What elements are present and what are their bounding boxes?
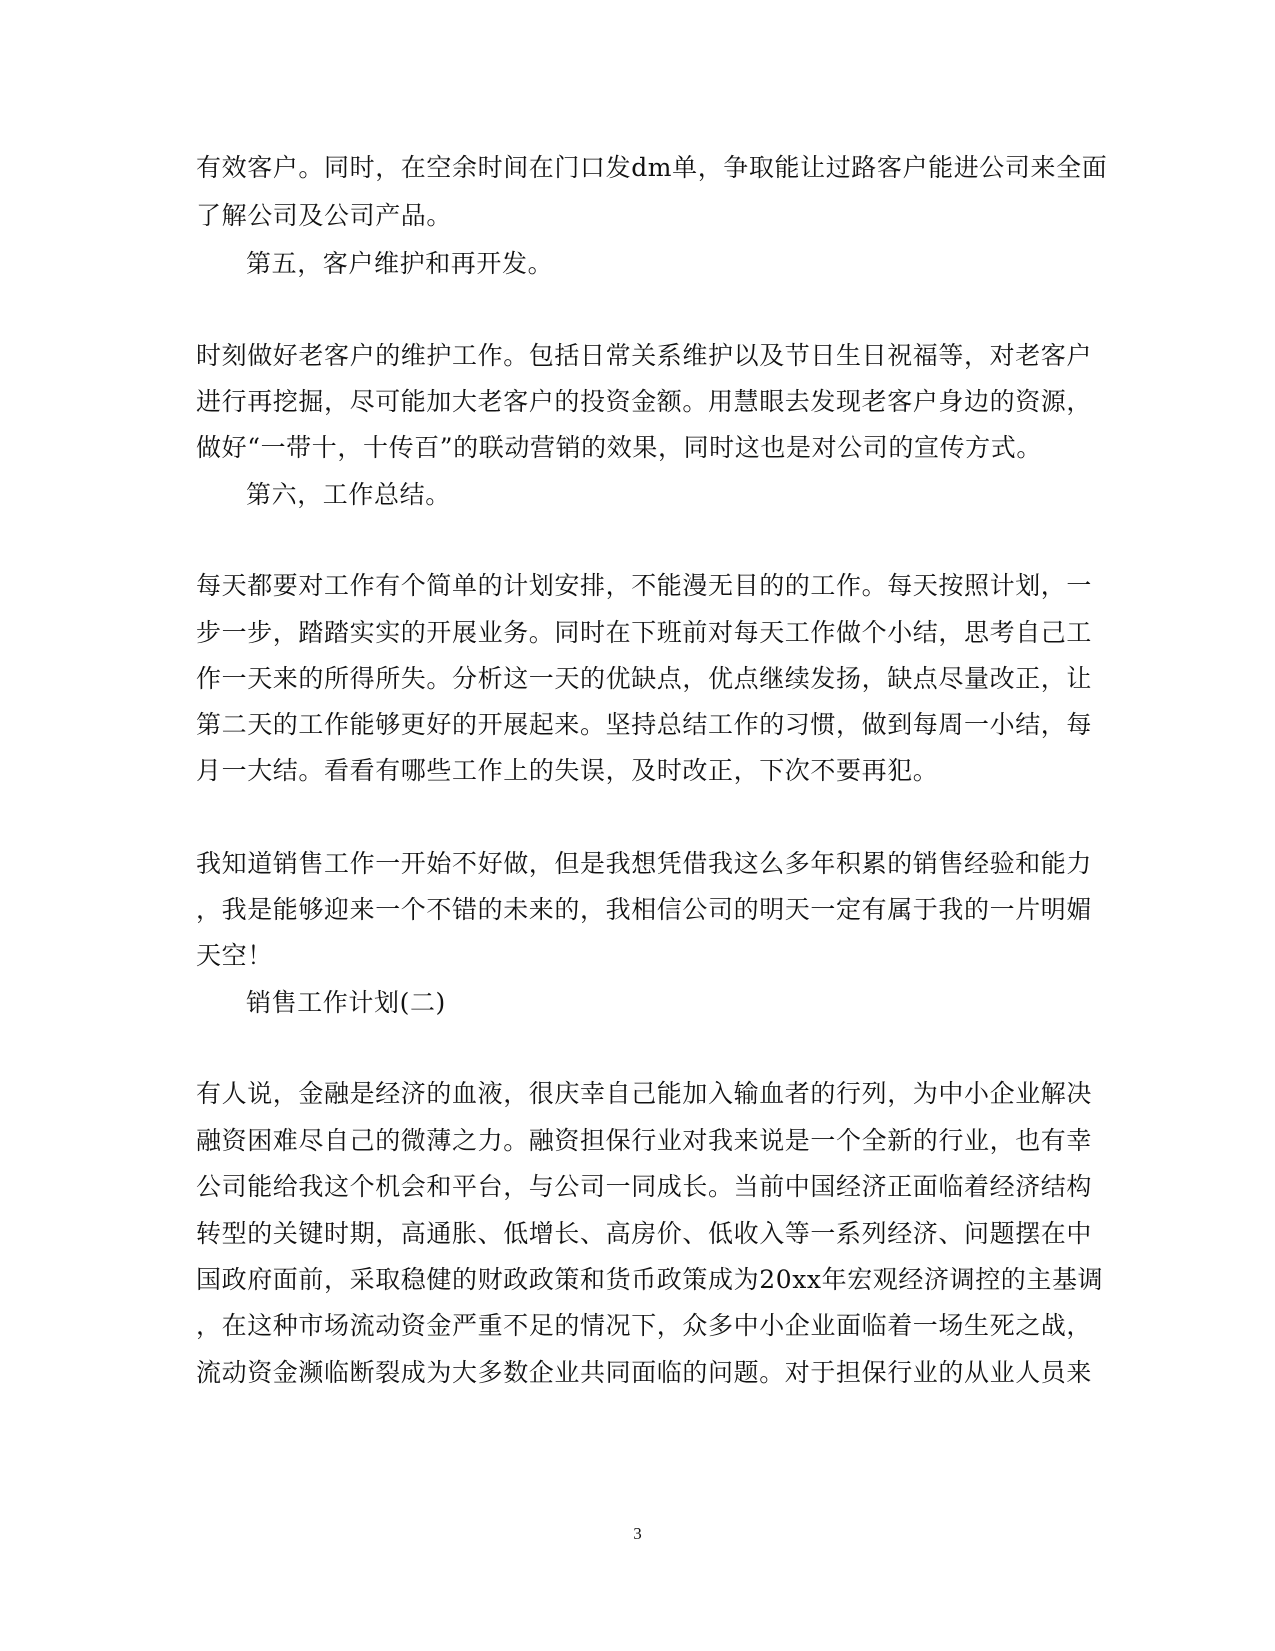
body-line: 公司能给我这个机会和平台，与公司一同成长。当前中国经济正面临着经济结构 bbox=[196, 1172, 1093, 1201]
body-line: 转型的关键时期，高通胀、低增长、高房价、低收入等一系列经济、问题摆在中 bbox=[196, 1219, 1093, 1248]
body-line: 做好“一带十，十传百”的联动营销的效果，同时这也是对公司的宣传方式。 bbox=[196, 433, 1042, 462]
section-heading: 第六，工作总结。 bbox=[246, 480, 451, 509]
body-line: 月一大结。看看有哪些工作上的失误，及时改正，下次不要再犯。 bbox=[196, 756, 939, 785]
body-line: 流动资金濒临断裂成为大多数企业共同面临的问题。对于担保行业的从业人员来 bbox=[196, 1358, 1093, 1387]
body-line: 作一天来的所得所失。分析这一天的优缺点，优点继续发扬，缺点尽量改正，让 bbox=[196, 664, 1093, 693]
section-heading: 第五，客户维护和再开发。 bbox=[246, 249, 554, 278]
body-line: ，我是能够迎来一个不错的未来的，我相信公司的明天一定有属于我的一片明媚 bbox=[196, 895, 1093, 924]
page-number: 3 bbox=[633, 1524, 642, 1543]
body-line: 时刻做好老客户的维护工作。包括日常关系维护以及节日生日祝福等，对老客户 bbox=[196, 341, 1093, 370]
body-line: 进行再挖掘，尽可能加大老客户的投资金额。用慧眼去发现老客户身边的资源， bbox=[196, 387, 1093, 416]
body-line: 融资困难尽自己的微薄之力。融资担保行业对我来说是一个全新的行业，也有幸 bbox=[196, 1126, 1093, 1155]
body-line: 国政府面前，采取稳健的财政政策和货币政策成为20xx年宏观经济调控的主基调 bbox=[196, 1265, 1104, 1294]
body-line: 我知道销售工作一开始不好做，但是我想凭借我这么多年积累的销售经验和能力 bbox=[196, 849, 1093, 878]
body-line: 步一步，踏踏实实的开展业务。同时在下班前对每天工作做个小结，思考自己工 bbox=[196, 618, 1093, 647]
body-line: ，在这种市场流动资金严重不足的情况下，众多中小企业面临着一场生死之战， bbox=[196, 1311, 1093, 1340]
body-line: 有效客户。同时，在空余时间在门口发dm单，争取能让过路客户能进公司来全面 bbox=[196, 153, 1108, 182]
section-heading: 销售工作计划(二) bbox=[246, 988, 446, 1017]
body-line: 了解公司及公司产品。 bbox=[196, 201, 453, 230]
body-line: 第二天的工作能够更好的开展起来。坚持总结工作的习惯，做到每周一小结，每 bbox=[196, 710, 1093, 739]
body-line: 有人说，金融是经济的血液，很庆幸自己能加入输血者的行列，为中小企业解决 bbox=[196, 1079, 1093, 1108]
body-line: 每天都要对工作有个简单的计划安排，不能漫无目的的工作。每天按照计划，一 bbox=[196, 571, 1093, 600]
body-line: 天空！ bbox=[196, 941, 273, 970]
